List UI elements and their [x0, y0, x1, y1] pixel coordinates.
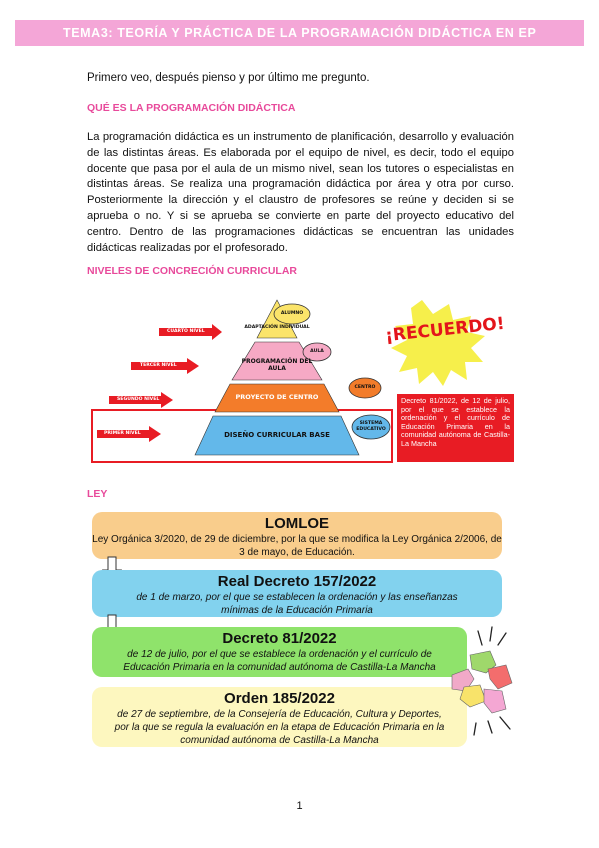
section-heading-ley: LEY — [87, 488, 108, 500]
banner-title: TEMA3: TEORÍA Y PRÁCTICA DE LA PROGRAMACIÓN DIDÁCTICA EN EP — [63, 26, 537, 40]
law-title: Orden 185/2022 — [224, 690, 335, 707]
bubble-aula: AULA — [310, 349, 324, 354]
bubble-centro: CENTRO — [354, 385, 376, 390]
law-box-orden — [92, 687, 467, 747]
castilla-la-mancha-map-icon — [440, 625, 530, 745]
niveles-concrecion-figure — [87, 292, 517, 468]
law-box-decreto — [92, 627, 467, 677]
pyramid-level-4: ADAPTACIÓN INDIVIDUAL — [244, 325, 310, 330]
arrow-label-segundo: SEGUNDO NIVEL — [117, 397, 160, 402]
arrow-label-cuarto: CUARTO NIVEL — [167, 329, 205, 334]
arrow-label-tercer: TERCER NIVEL — [140, 363, 177, 368]
law-box-real-decreto — [92, 570, 502, 617]
arrow-label-primer: PRIMER NIVEL — [104, 431, 141, 436]
section-heading-niveles: NIVELES DE CONCRECIÓN CURRICULAR — [87, 265, 298, 277]
law-description: de 12 de julio, por el que se establece la ordenación y el currículo de Educación Primaria en la comunidad autónoma de Castilla-La Mancha — [123, 649, 436, 673]
law-description: Ley Orgánica 3/2020, de 29 de diciembre, por la que se modifica la Ley Orgánica 2/2006, de 3 de mayo, de Educación. — [92, 534, 502, 558]
page-banner — [15, 20, 584, 46]
law-box-lomloe — [92, 512, 502, 559]
pyramid-level-1: DISEÑO CURRICULAR BASE — [224, 431, 330, 439]
law-title: Decreto 81/2022 — [222, 630, 337, 647]
bubble-sistema-educativo: SISTEMA EDUCATIVO — [356, 421, 386, 432]
law-description: de 27 de septiembre, de la Consejería de Educación, Cultura y Deportes, por la que se regula la evaluación en la etapa de Educación Primaria en la comunidad autónoma de Castilla-La Mancha — [114, 709, 445, 746]
law-title: LOMLOE — [264, 515, 330, 532]
decreto-note: Decreto 81/2022, de 12 de julio, por el que se establece la ordenación y el currículo de Educación Primaria en la comunidad autónoma de Castilla-La Mancha — [397, 394, 514, 462]
recuerdo-label: ¡RECUERDO! — [384, 313, 506, 347]
intro-text: Primero veo, después pienso y por último me pregunto. — [87, 72, 370, 84]
programacion-paragraph: La programación didáctica es un instrumento de planificación, desarrollo y evaluación de las distintas áreas. Es elaborada por el equipo de nivel, es decir, todo el equipo docente que pasa por el aula de un mismo nivel, sean los tutores o especialistas en distintas áreas. Se realiza una programación didáctica por área y otra por curso. Posteriormente la dirección y el claustro de profesores se reúne y deciden si se aprueba o no. Y si se aprueba se convierte en parte del proyecto educativo del centro. Dentro de las programaciones didácticas se encuentran las unidades didácticas realizadas por el profesorado. — [87, 131, 514, 254]
section-heading-programacion: QUÉ ES LA PROGRAMACIÓN DIDÁCTICA — [87, 102, 296, 114]
law-description: de 1 de marzo, por el que se establecen la ordenación y las enseñanzas mínimas de la Educación Primaria — [136, 592, 458, 616]
law-title: Real Decreto 157/2022 — [217, 573, 377, 590]
page-number: 1 — [296, 800, 303, 812]
bubble-alumno: ALUMNO — [280, 311, 304, 316]
pyramid-level-2: PROYECTO DE CENTRO — [235, 393, 319, 401]
pyramid-level-3: PROGRAMACIÓN DEL AULA — [241, 358, 313, 372]
